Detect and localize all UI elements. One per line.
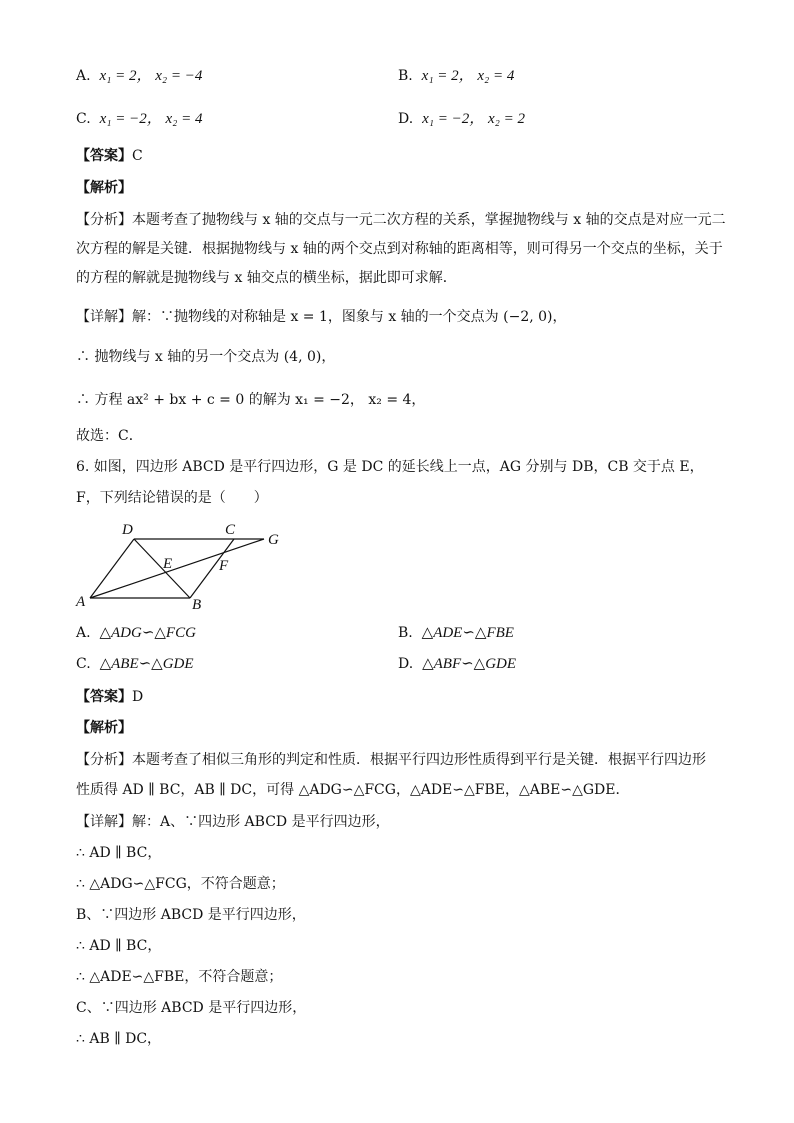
parallelogram-figure <box>70 515 300 615</box>
label-a: A <box>76 594 86 610</box>
fenxi-line: 【分析】本题考查了相似三角形的判定和性质．根据平行四边形性质得到平行是关键．根据平行四边形 <box>76 752 706 768</box>
answer-label: 【答案】 <box>76 689 132 705</box>
option-text: △ADE∽△FBE <box>421 625 514 641</box>
xiangjie-line: ∴ △ADE∽△FBE，不符合题意； <box>76 969 283 985</box>
option-key: D. <box>398 111 414 127</box>
label-b: B <box>192 597 202 613</box>
label-f: F <box>219 558 229 574</box>
xiangjie-line: ∴ △ADG∽△FCG，不符合题意； <box>76 876 285 892</box>
option-key: D. <box>398 656 414 672</box>
option-d <box>398 654 516 674</box>
xiangjie-line: ∴ AB ∥ DC， <box>76 1031 162 1047</box>
option-text: x₁ = −2， x₂ = 4 <box>99 111 203 127</box>
fenxi-line: 性质得 AD ∥ BC，AB ∥ DC，可得 △ADG∽△FCG，△ADE∽△FBE，△ABE∽△GDE． <box>76 782 630 798</box>
xiangjie-line: C、∵四边形 ABCD 是平行四边形， <box>76 1000 307 1016</box>
xiangjie-line: ∴ 抛物线与 x 轴的另一个交点为 (4, 0)， <box>76 349 336 365</box>
label-e: E <box>163 556 173 572</box>
label-c: C <box>225 522 236 538</box>
answer-line <box>76 687 143 707</box>
option-key: C. <box>76 656 91 672</box>
option-d <box>398 109 525 129</box>
label-g: G <box>268 532 279 548</box>
fenxi-line: 次方程的解是关键．根据抛物线与 x 轴的两个交点到对称轴的距离相等，则可得另一个交点的坐标，关于 <box>76 241 723 257</box>
segment-ag <box>90 539 264 598</box>
xiangjie-line: 【详解】解：A、∵四边形 ABCD 是平行四边形， <box>76 814 390 830</box>
segment-db <box>134 539 190 598</box>
option-c <box>76 109 202 129</box>
option-key: B. <box>398 625 413 641</box>
xiangjie-line: ∴ 方程 ax² + bx + c = 0 的解为 x₁ = −2， x₂ = 4， <box>76 392 426 408</box>
question-stem: F，下列结论错误的是（ ） <box>76 490 268 506</box>
fenxi-line: 【分析】本题考查了抛物线与 x 轴的交点与一元二次方程的关系，掌握抛物线与 x 轴的交点是对应一元二 <box>76 212 726 228</box>
option-key: C. <box>76 111 91 127</box>
xiangjie-line: 故选：C． <box>76 428 143 444</box>
option-a <box>76 66 202 86</box>
xiangjie-line: ∴ AD ∥ BC， <box>76 845 162 861</box>
analysis-label: 【解析】 <box>76 180 132 196</box>
option-text: △ADG∽△FCG <box>99 625 196 641</box>
option-key: A. <box>76 625 91 641</box>
option-key: A. <box>76 68 91 84</box>
option-text: x₁ = 2， x₂ = −4 <box>99 68 203 84</box>
analysis-label: 【解析】 <box>76 720 132 736</box>
option-text: △ABF∽△GDE <box>422 656 517 672</box>
xiangjie-line: 【详解】解：∵抛物线的对称轴是 x = 1，图象与 x 轴的一个交点为 (−2, 0)， <box>76 309 567 325</box>
xiangjie-line: B、∵四边形 ABCD 是平行四边形， <box>76 907 306 923</box>
xiangjie-line: ∴ AD ∥ BC， <box>76 938 162 954</box>
fenxi-line: 的方程的解就是抛物线与 x 轴交点的横坐标，据此即可求解． <box>76 270 457 286</box>
answer-label: 【答案】 <box>76 148 132 164</box>
option-b <box>398 623 514 643</box>
question-stem: 6. 如图，四边形 ABCD 是平行四边形，G 是 DC 的延长线上一点，AG 分别与 DB，CB 交于点 E， <box>76 459 704 475</box>
answer-value: D <box>132 689 144 705</box>
label-d: D <box>122 522 133 538</box>
option-b <box>398 66 514 86</box>
answer-line <box>76 146 143 166</box>
option-key: B. <box>398 68 413 84</box>
option-text: x₁ = 2， x₂ = 4 <box>421 68 515 84</box>
option-text: x₁ = −2， x₂ = 2 <box>422 111 525 127</box>
option-a <box>76 623 196 643</box>
answer-value: C <box>132 148 143 164</box>
segment-ad <box>90 539 134 598</box>
option-text: △ABE∽△GDE <box>99 656 194 672</box>
option-c <box>76 654 194 674</box>
